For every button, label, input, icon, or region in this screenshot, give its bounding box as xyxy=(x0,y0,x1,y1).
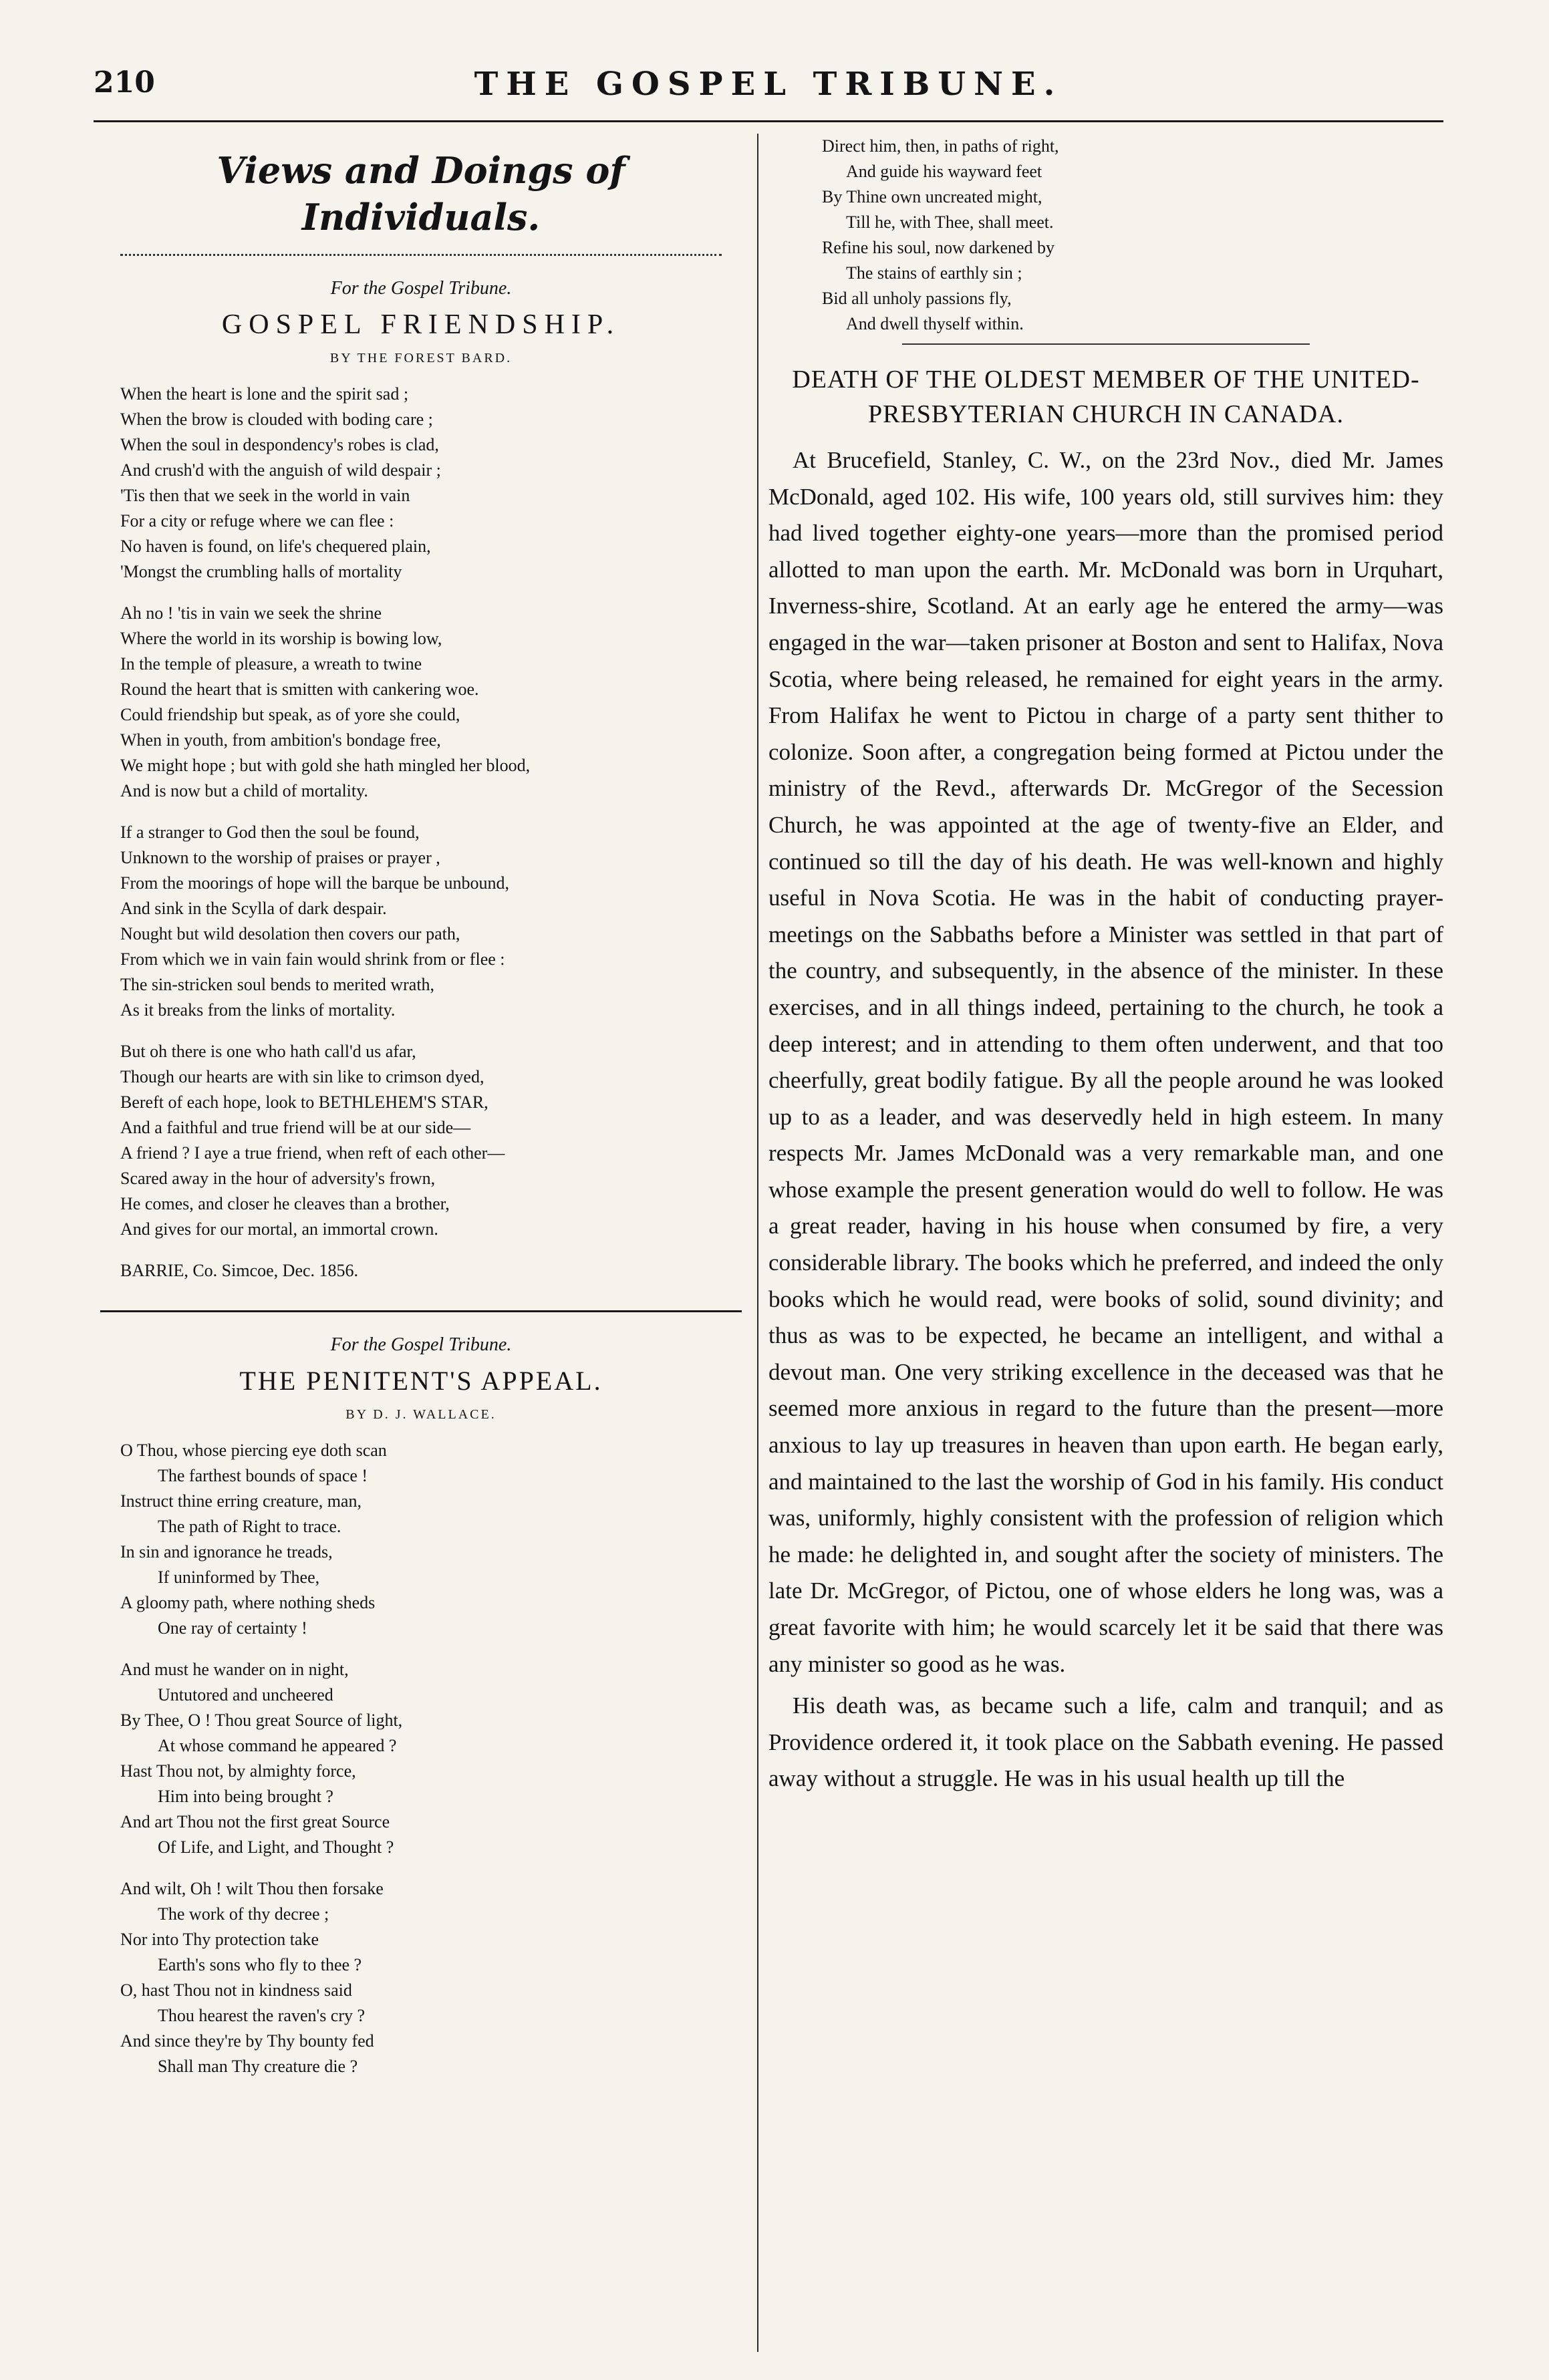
poem-line: We might hope ; but with gold she hath mingled her blood, xyxy=(120,756,531,775)
poem-gospel-friendship xyxy=(100,276,742,1284)
poem-line: Where the world in its worship is bowing low, xyxy=(120,629,442,648)
poem-line: Nor into Thy protection take xyxy=(120,1930,319,1949)
journal-title: THE GOSPEL TRIBUNE. xyxy=(474,65,1063,103)
poem-line: Round the heart that is smitten with cankering woe. xyxy=(120,680,479,699)
stanza xyxy=(120,1876,722,2079)
poem-line: He comes, and closer he cleaves than a brother, xyxy=(120,1194,450,1213)
dateline-rest: Co. Simcoe, Dec. 1856. xyxy=(188,1261,359,1280)
poem-line: The stains of earthly sin ; xyxy=(846,263,1022,283)
article-paragraph: His death was, as became such a life, calm and tranquil; and as Providence ordered it, it took place on the Sabbath evening. He passed away without a struggle. He was in his usual health up till the xyxy=(768,1692,1443,1792)
poem-line: Untutored and uncheered xyxy=(158,1685,333,1704)
poem-title: THE PENITENT'S APPEAL. xyxy=(239,1366,603,1396)
poem-continuation xyxy=(822,134,1443,337)
poem-line: The path of Right to trace. xyxy=(158,1517,341,1536)
poem-line: Instruct thine erring creature, man, xyxy=(120,1491,362,1511)
poem-line: The farthest bounds of space ! xyxy=(158,1466,368,1485)
poem-line: And art Thou not the first great Source xyxy=(120,1812,390,1831)
poem-line: Earth's sons who fly to thee ? xyxy=(158,1955,362,1974)
left-column xyxy=(100,134,742,2352)
poem-byline: BY THE FOREST BARD. xyxy=(329,351,513,365)
poem-line: In the temple of pleasure, a wreath to twine xyxy=(120,654,422,674)
poem-line: But oh there is one who hath call'd us afar, xyxy=(120,1042,416,1061)
poem-line: And dwell thyself within. xyxy=(846,314,1024,333)
poem-line: If a stranger to God then the soul be found, xyxy=(120,823,420,842)
poem-line: Unknown to the worship of praises or prayer , xyxy=(120,848,440,867)
poem-line: Shall man Thy creature die ? xyxy=(158,2057,358,2076)
poem-line: And must he wander on in night, xyxy=(120,1660,349,1679)
poem-line: From the moorings of hope will the barque be unbound, xyxy=(120,873,510,893)
poem-line: By Thee, O ! Thou great Source of light, xyxy=(120,1710,403,1730)
poem-line: When the heart is lone and the spirit sad ; xyxy=(120,384,409,404)
ornament-rule xyxy=(120,254,722,256)
stanza xyxy=(120,601,722,804)
poem-line: The work of thy decree ; xyxy=(158,1904,329,1924)
poem-line: Scared away in the hour of adversity's frown, xyxy=(120,1169,436,1188)
poem-line: Till he, with Thee, shall meet. xyxy=(846,212,1054,232)
poem-line: 'Tis then that we seek in the world in vain xyxy=(120,486,410,505)
poem-line: When in youth, from ambition's bondage free, xyxy=(120,730,441,750)
poem-line: And guide his wayward feet xyxy=(846,162,1042,181)
stanza xyxy=(120,820,722,1023)
page-number: 210 xyxy=(94,65,155,100)
poem-line: Nought but wild desolation then covers our path, xyxy=(120,924,460,943)
poem-line: As it breaks from the links of mortality. xyxy=(120,1000,396,1020)
poem-line: A gloomy path, where nothing sheds xyxy=(120,1593,376,1612)
poem-line: When the soul in despondency's robes is clad, xyxy=(120,435,439,454)
poem-line: O Thou, whose piercing eye doth scan xyxy=(120,1441,387,1460)
poem-line: If uninformed by Thee, xyxy=(158,1568,320,1587)
stanza xyxy=(120,1657,722,1860)
short-rule xyxy=(902,343,1310,345)
running-header xyxy=(94,59,1443,112)
poem-line: Bereft of each hope, look to BETHLEHEM'S STAR, xyxy=(120,1092,488,1112)
poem-line: Refine his soul, now darkened by xyxy=(822,238,1055,257)
poem-line: From which we in vain fain would shrink from or flee : xyxy=(120,949,505,969)
poem-line: And crush'd with the anguish of wild despair ; xyxy=(120,460,441,480)
poem-line: And since they're by Thy bounty fed xyxy=(120,2031,374,2051)
poem-line: 'Mongst the crumbling halls of mortality xyxy=(120,562,402,581)
poem-line: O, hast Thou not in kindness said xyxy=(120,1980,352,2000)
header-rule xyxy=(94,120,1443,122)
for-line: For the Gospel Tribune. xyxy=(330,278,512,299)
poem-dateline xyxy=(120,1258,722,1284)
dateline-place: BARRIE, xyxy=(120,1261,188,1280)
poem-line: And gives for our mortal, an immortal crown. xyxy=(120,1219,438,1239)
poem-line: Direct him, then, in paths of right, xyxy=(822,136,1059,156)
poem-line: Could friendship but speak, as of yore she could, xyxy=(120,705,460,724)
poem-line: By Thine own uncreated might, xyxy=(822,187,1042,206)
for-line: For the Gospel Tribune. xyxy=(330,1334,512,1355)
stanza xyxy=(120,382,722,585)
poem-line: Though our hearts are with sin like to crimson dyed, xyxy=(120,1067,484,1086)
article-title: DEATH OF THE OLDEST MEMBER OF THE UNITED-PRESBYTERIAN CHURCH IN CANADA. xyxy=(792,365,1420,428)
article-paragraph: At Brucefield, Stanley, C. W., on the 23rd Nov., died Mr. James McDonald, aged 102. His wife, 100 years old, still survives him: they had lived together eighty-one years—more than the promised period allotted to man upon the earth. Mr. McDonald was born in Urquhart, Inverness-shire, Scotland. At an early age he entered the army—was engaged in the war—taken prisoner at Boston and sent to Halifax, Nova Scotia, where being released, he remained for eight years in the army. From Halifax he went to Pictou in charge of a party sent thither to colonize. Soon after, a congregation being formed at Pictou under the ministry of the Revd., afterwards Dr. McGregor of the Secession Church, he was appointed at the age of twenty-five an Elder, and continued so till the day of his death. He was well-known and highly useful in Nova Scotia. He was in the habit of conducting prayer-meetings on the Sabbaths before a Minister was settled in that part of the country, and subsequently, in the absence of the minister. In these exercises, and in all things indeed, pertaining to the church, he took a deep interest; and in attending to them often underwent, and that too cheerfully, great bodily fatigue. By all the people around he was looked up to as a leader, and was deservedly held in high esteem. In many respects Mr. James McDonald was a very remarkable man, and one whose example the present generation would do well to follow. He was a great reader, having in his house when consumed by fire, a very considerable library. The books which he preferred, and indeed the only books which he would read, were books of solid, sound divinity; and thus as was to be expected, he became an intelligent, and withal a devout man. One very striking excellence in the deceased was that he seemed more anxious in regard to the future than the present—more anxious to lay up treasures in heaven than upon earth. He began early, and maintained to the last the worship of God in his family. His conduct was, uniformly, highly consistent with the profession of religion which he made: he delighted in, and sought after the society of ministers. The late Dr. McGregor, of Pictou, one of whose elders he long was, was a great favorite with him; he would scarcely let it be said that there was any minister so good as he was. xyxy=(768,447,1443,1677)
right-column xyxy=(768,134,1443,2352)
poem-line: A friend ? I aye a true friend, when reft of each other— xyxy=(120,1143,505,1163)
stanza xyxy=(120,1039,722,1242)
poem-line: No haven is found, on life's chequered plain, xyxy=(120,537,431,556)
poem-line: And wilt, Oh ! wilt Thou then forsake xyxy=(120,1879,384,1898)
poem-line: At whose command he appeared ? xyxy=(158,1736,397,1755)
poem-line: Thou hearest the raven's cry ? xyxy=(158,2006,366,2025)
section-heading: Views and Doings of Individuals. xyxy=(217,149,625,239)
poem-title: GOSPEL FRIENDSHIP. xyxy=(221,309,621,340)
column-divider xyxy=(757,134,758,2352)
poem-line: Bid all unholy passions fly, xyxy=(822,289,1012,308)
poem-line: Of Life, and Light, and Thought ? xyxy=(158,1837,394,1857)
stanza xyxy=(120,1438,722,1641)
poem-line: And sink in the Scylla of dark despair. xyxy=(120,899,387,918)
section-rule xyxy=(100,1310,742,1312)
poem-byline: BY D. J. WALLACE. xyxy=(345,1407,497,1422)
poem-line: And a faithful and true friend will be at our side— xyxy=(120,1118,471,1137)
poem-line: For a city or refuge where we can flee : xyxy=(120,511,394,531)
poem-line: Him into being brought ? xyxy=(158,1787,333,1806)
poem-line: And is now but a child of mortality. xyxy=(120,781,368,800)
poem-line: When the brow is clouded with boding care ; xyxy=(120,410,433,429)
poem-penitents-appeal xyxy=(100,1332,742,2079)
poem-line: In sin and ignorance he treads, xyxy=(120,1542,333,1561)
poem-line: Hast Thou not, by almighty force, xyxy=(120,1761,356,1781)
poem-line: The sin-stricken soul bends to merited wrath, xyxy=(120,975,435,994)
poem-line: One ray of certainty ! xyxy=(158,1618,307,1638)
poem-line: Ah no ! 'tis in vain we seek the shrine xyxy=(120,603,382,623)
